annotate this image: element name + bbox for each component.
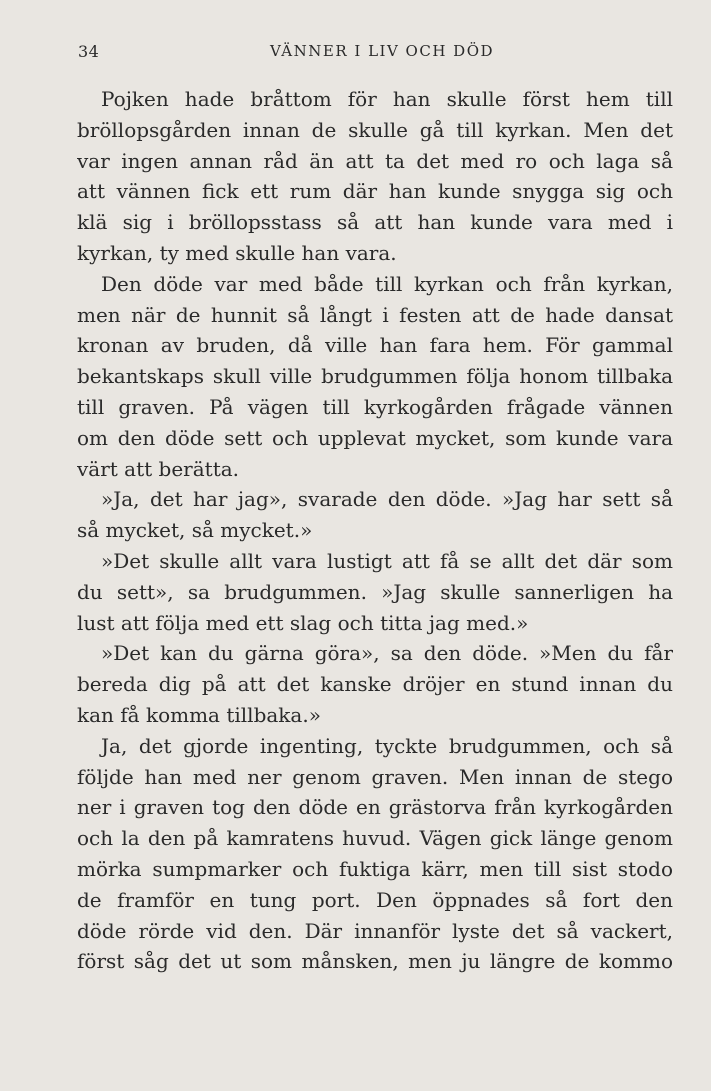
- paragraph: [77, 269, 673, 485]
- text-line: klä sig i bröllopsstass så att han kunde vara med i: [77, 210, 673, 235]
- text-line: ner i graven tog den döde en grästorva från kyrkogården: [77, 795, 673, 820]
- text-line: de framför en tung port. Den öppnades så fort den: [77, 887, 673, 912]
- paragraph: [77, 484, 673, 546]
- text-line: bröllopsgården innan de skulle gå till kyrkan. Men det: [77, 117, 673, 142]
- text-line: och la den på kamratens huvud. Vägen gick länge genom: [77, 826, 673, 851]
- text-line: men när de hunnit så långt i festen att de hade dansat: [77, 302, 673, 327]
- text-line: först såg det ut som månsken, men ju längre de kommo: [77, 949, 673, 974]
- paragraph: [77, 84, 673, 269]
- text-line: Pojken hade bråttom för han skulle först hem till: [101, 87, 673, 111]
- text-line: om den döde sett och upplevat mycket, som kunde vara: [77, 425, 673, 450]
- text-line: »Det kan du gärna göra», sa den döde. »Men du får: [101, 641, 673, 666]
- paragraph: [77, 546, 673, 638]
- text-line: mörka sumpmarker och fuktiga kärr, men till sist stodo: [77, 856, 673, 881]
- text-line: var ingen annan råd än att ta det med ro och laga så: [77, 148, 673, 173]
- text-line: kyrkan, ty med skulle han vara.: [77, 240, 397, 265]
- body-text: [77, 84, 673, 977]
- text-line: Den döde var med både till kyrkan och från kyrkan,: [101, 271, 673, 296]
- text-line: »Det skulle allt vara lustigt att få se allt det där som: [101, 548, 673, 573]
- text-line: värt att berätta.: [77, 456, 240, 481]
- text-line: bekantskaps skull ville brudgummen följa honom tillbaka: [77, 364, 673, 389]
- text-line: kronan av bruden, då ville han fara hem. För gammal: [77, 333, 673, 358]
- running-title: VÄNNER I LIV OCH DÖD: [269, 42, 495, 60]
- paragraph: [77, 638, 673, 730]
- text-line: lust att följa med ett slag och titta jag med.»: [77, 610, 529, 635]
- text-line: så mycket, så mycket.»: [77, 518, 313, 543]
- text-line: att vännen fick ett rum där han kunde snygga sig och: [77, 179, 673, 204]
- page-number: 34: [78, 42, 100, 61]
- page-header: [78, 42, 672, 66]
- text-line: till graven. På vägen till kyrkogården frågade vännen: [77, 394, 673, 419]
- text-line: »Ja, det har jag», svarade den döde. »Jag har sett så: [101, 487, 673, 512]
- text-line: kan få komma tillbaka.»: [77, 702, 321, 727]
- text-line: döde rörde vid den. Där innanför lyste det så vackert,: [77, 918, 673, 943]
- text-line: du sett», sa brudgummen. »Jag skulle sannerligen ha: [77, 579, 673, 604]
- paragraph: [77, 731, 673, 977]
- text-line: Ja, det gjorde ingenting, tyckte brudgummen, och så: [101, 733, 673, 758]
- text-line: bereda dig på att det kanske dröjer en stund innan du: [77, 672, 673, 697]
- text-line: följde han med ner genom graven. Men innan de stego: [77, 764, 673, 789]
